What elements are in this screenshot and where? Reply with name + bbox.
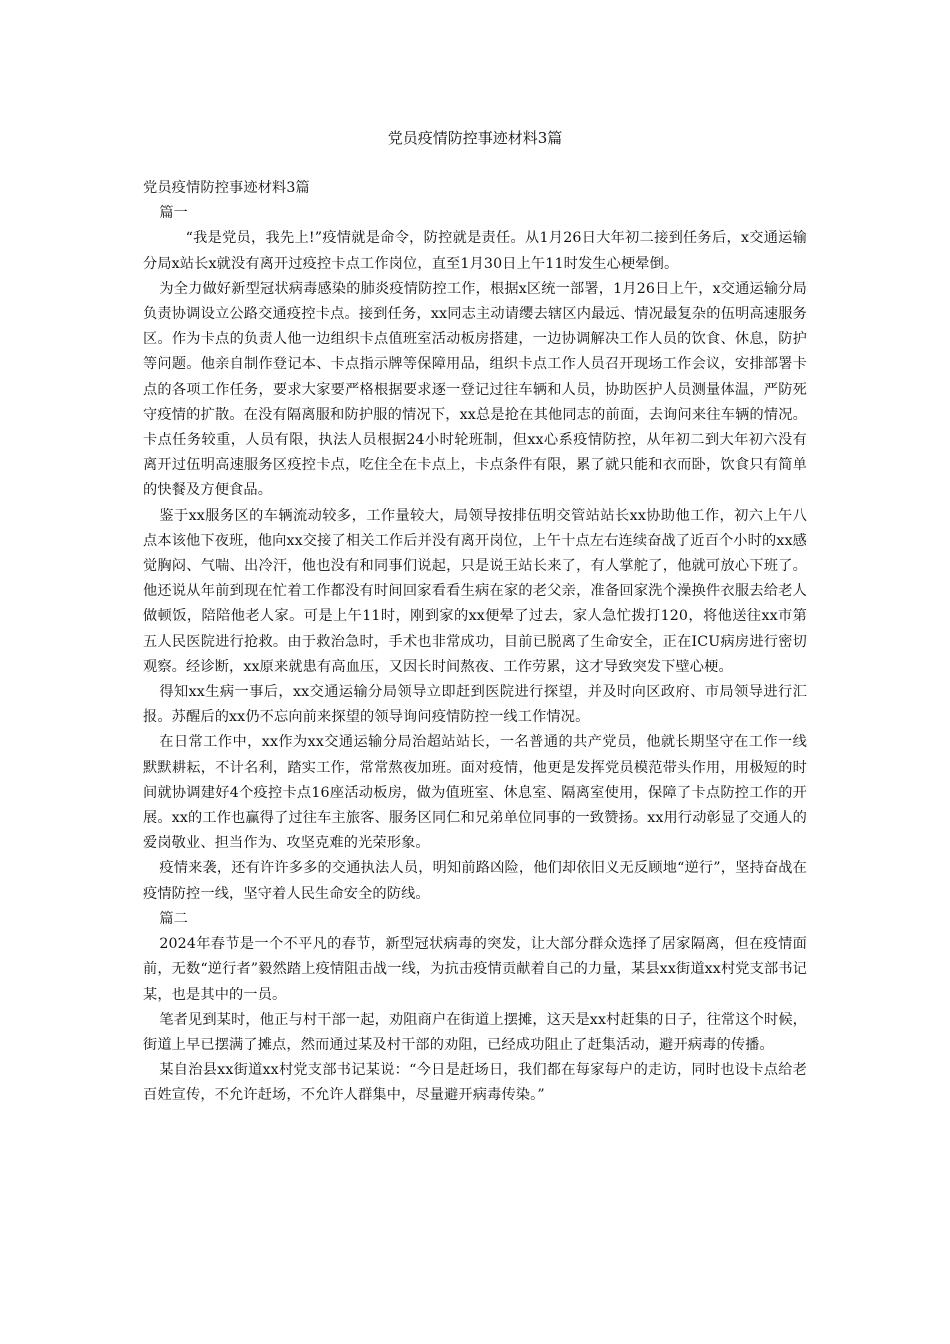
document-title: 党员疫情防控事迹材料3篇: [387, 129, 563, 147]
paragraph: 笔者见到某时，他正与村干部一起，劝阻商户在街道上摆摊，这天是xx村赶集的日子，往常这个时候，街道上早已摆满了摊点，然而通过某及村干部的劝阻，已经成功阻止了赶集活动，避开病毒的传播。: [143, 1011, 807, 1053]
paragraph: 2024年春节是一个不平凡的春节，新型冠状病毒的突发，让大部分群众选择了居家隔离，但在疫情面前，无数“逆行者”毅然踏上疫情阻击战一线，为抗击疫情贡献着自己的力量，某县xx街道xx村党支部书记某，也是其中的一员。: [143, 936, 807, 1003]
paragraph: 为全力做好新型冠状病毒感染的肺炎疫情防控工作，根据x区统一部署，1月26日上午，x交通运输分局负责协调设立公路交通疫控卡点。接到任务，xx同志主动请缨去辖区内最远、情况最复杂的伍明高速服务区。作为卡点的负责人他一边组织卡点值班室活动板房搭建，一边协调解决工作人员的饮食、休息，防护等问题。他亲自制作登记本、卡点指示牌等保障用品，组织卡点工作人员召开现场工作会议，安排部署卡点的各项工作任务，要求大家要严格根据要求逐一登记过往车辆和人员，协助医护人员测量体温，严防死守疫情的扩散。在没有隔离服和防护服的情况下，xx总是抢在其他同志的前面，去询问来往车辆的情况。卡点任务较重，人员有限，执法人员根据24小时轮班制，但xx心系疫情防控，从年初二到大年初六没有离开过伍明高速服务区疫控卡点，吃住全在卡点上，卡点条件有限，累了就只能和衣而卧，饮食只有简单的快餐及方便食品。: [143, 280, 807, 499]
section-heading: 篇一: [159, 205, 189, 222]
paragraph: 鉴于xx服务区的车辆流动较多，工作量较大，局领导按排伍明交管站站长xx协助他工作，初六上午八点本该他下夜班，他向xx交接了相关工作后并没有离开岗位，上午十点左右连续奋战了近百个小时的xx感觉胸闷、气喘、出冷汗，他也没有和同事们说起，只是说王站长来了，有人掌舵了，他就可放心下班了。他还说从年前到现在忙着工作都没有时间回家看看生病在家的老父亲，准备回家洗个澡换件衣服去给老人做顿饭，陪陪他老人家。可是上午11时，刚到家的xx便晕了过去，家人急忙拨打120，将他送往xx市第五人民医院进行抢救。由于救治急时，手术也非常成功，目前已脱离了生命安全，正在ICU病房进行密切观察。经诊断，xx原来就患有高血压，又因长时间熬夜、工作劳累，这才导致突发下壁心梗。: [143, 507, 807, 675]
paragraph: 在日常工作中，xx作为xx交通运输分局治超站站长，一名普通的共产党员，他就长期坚守在工作一线默默耕耘，不计名利，踏实工作，常常熬夜加班。面对疫情，他更是发挥党员模范带头作用，用极短的时间就协调建好4个疫控卡点16座活动板房，做为值班室、休息室、隔离室使用，保障了卡点防控工作的开展。xx的工作也赢得了过往车主旅客、服务区同仁和兄弟单位同事的一致赞扬。xx用行动彰显了交通人的爱岗敬业、担当作为、攻坚克难的光荣形象。: [143, 734, 807, 852]
section-heading: 篇二: [159, 910, 189, 927]
paragraph: 得知xx生病一事后，xx交通运输分局领导立即赶到医院进行探望，并及时向区政府、市局领导进行汇报。苏醒后的xx仍不忘向前来探望的领导询问疫情防控一线工作情况。: [143, 684, 807, 726]
paragraph: 疫情来袭，还有许许多多的交通执法人员，明知前路凶险，他们却依旧义无反顾地“逆行”，坚持奋战在疫情防控一线，坚守着人民生命安全的防线。: [143, 860, 807, 902]
document-subtitle: 党员疫情防控事迹材料3篇: [143, 180, 310, 196]
document-body: [143, 176, 807, 1109]
paragraph: 某自治县xx街道xx村党支部书记某说：“今日是赶场日，我们都在每家每户的走访，同时也设卡点给老百姓宣传，不允许赶场，不允许人群集中，尽量避开病毒传染。”: [143, 1062, 807, 1104]
paragraph: “我是党员，我先上!”疫情就是命令，防控就是责任。从1月26日大年初二接到任务后，x交通运输分局x站长x就没有离开过疫控卡点工作岗位，直至1月30日上午11时发生心梗晕倒。: [143, 230, 807, 272]
